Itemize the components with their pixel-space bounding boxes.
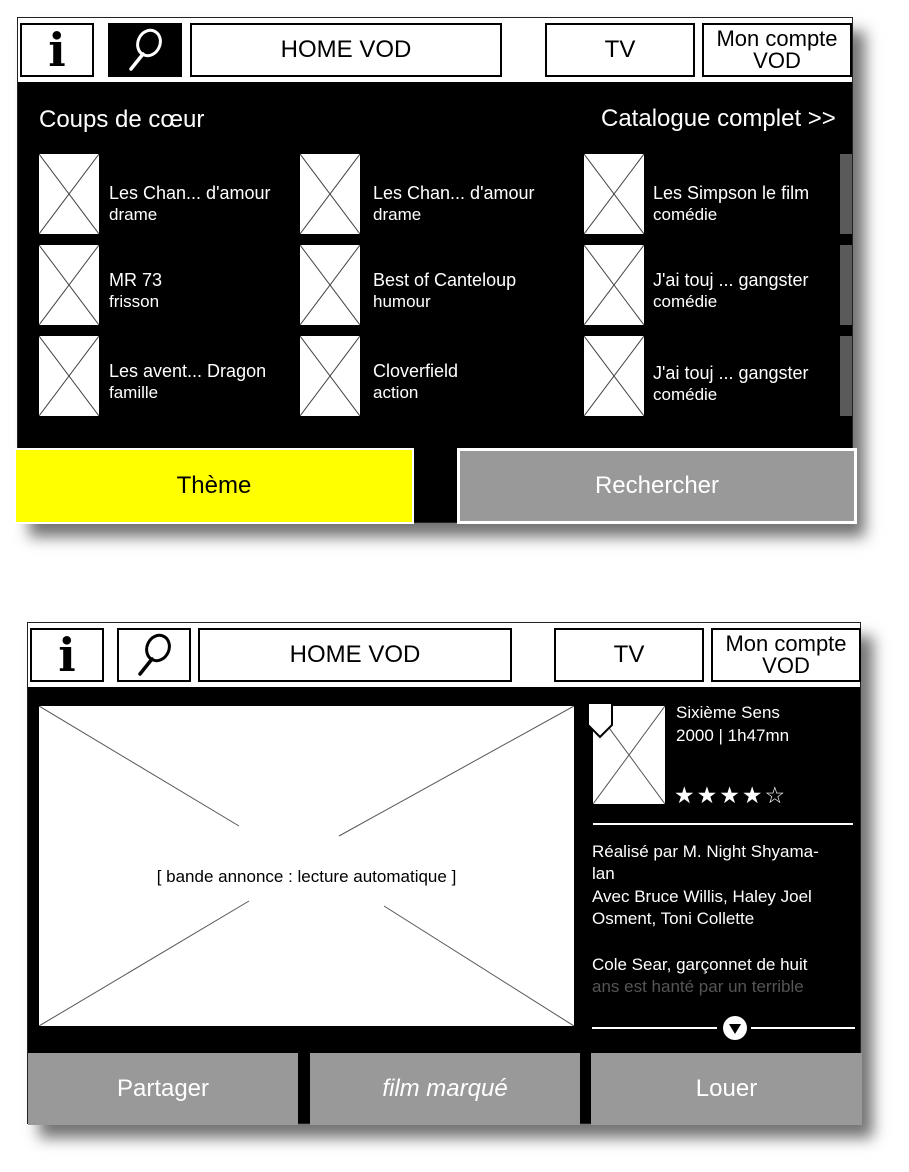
director-line: lan — [592, 864, 615, 883]
movie-title[interactable]: Les Chan... d'amour — [373, 183, 535, 203]
account-line-2: VOD — [762, 653, 810, 678]
full-catalogue-link[interactable]: Catalogue complet >> — [601, 105, 836, 132]
magnifier-icon — [125, 28, 165, 72]
bookmark-icon[interactable] — [586, 701, 614, 739]
top-nav-bar — [18, 18, 852, 82]
movie-genre: drame — [109, 205, 158, 224]
next-column-peek — [840, 154, 852, 234]
movie-poster[interactable] — [39, 154, 99, 234]
trailer-caption: [ bande annonce : lecture automatique ] — [156, 867, 457, 886]
movie-title[interactable]: Les avent... Dragon — [109, 361, 267, 381]
info-icon: i — [48, 23, 66, 77]
home-vod-tab[interactable]: HOME VOD — [198, 628, 512, 682]
movie-genre: comédie — [653, 205, 718, 224]
movie-title[interactable]: Cloverfield — [373, 361, 459, 381]
movie-year-duration: 2000 | 1h47mn — [676, 726, 790, 745]
share-button[interactable]: Partager — [28, 1053, 298, 1125]
movie-poster[interactable] — [300, 154, 360, 234]
movie-genre: frisson — [109, 292, 160, 311]
chevron-down-circle-icon[interactable] — [722, 1015, 748, 1041]
cast-line: Osment, Toni Collette — [592, 909, 755, 928]
movie-genre: humour — [373, 292, 431, 311]
my-account-button[interactable] — [711, 628, 861, 682]
top-nav-bar — [28, 623, 860, 687]
synopsis-line: ans est hanté par un terrible — [592, 977, 804, 996]
movie-genre: drame — [373, 205, 422, 224]
movie-detail-screen — [27, 622, 861, 1124]
movie-genre: comédie — [653, 385, 718, 404]
movie-title[interactable]: Best of Canteloup — [373, 270, 517, 290]
section-title: Coups de cœur — [39, 106, 205, 133]
movie-title[interactable]: MR 73 — [109, 270, 163, 290]
movie-genre: action — [373, 383, 419, 402]
scroll-track-right — [751, 1027, 855, 1029]
search-button[interactable] — [108, 23, 182, 77]
movie-title[interactable]: J'ai touj ... gangster — [653, 270, 809, 290]
info-button[interactable] — [20, 23, 94, 77]
movie-poster[interactable] — [584, 154, 644, 234]
account-line-1: Mon compte — [716, 26, 838, 51]
next-column-peek — [840, 336, 852, 416]
search-button[interactable] — [117, 628, 191, 682]
tv-tab[interactable]: TV — [545, 23, 695, 77]
movie-poster[interactable] — [584, 245, 644, 325]
movie-title[interactable]: Les Chan... d'amour — [109, 183, 271, 203]
movie-poster[interactable] — [39, 245, 99, 325]
cast-line: Avec Bruce Willis, Haley Joel — [592, 887, 812, 906]
home-vod-tab[interactable]: HOME VOD — [190, 23, 502, 77]
info-icon: i — [58, 628, 76, 682]
my-account-button[interactable] — [702, 23, 852, 77]
trailer-player[interactable] — [39, 706, 574, 1026]
search-action-button[interactable]: Rechercher — [457, 448, 857, 524]
movie-poster[interactable] — [39, 336, 99, 416]
movie-genre: famille — [109, 383, 159, 402]
account-line-1: Mon compte — [725, 631, 847, 656]
account-line-2: VOD — [753, 48, 801, 73]
movie-poster[interactable] — [300, 336, 360, 416]
movie-title[interactable]: J'ai touj ... gangster — [653, 363, 809, 383]
tv-tab[interactable]: TV — [554, 628, 704, 682]
vod-home-screen — [17, 17, 853, 523]
divider — [593, 823, 853, 825]
rent-button[interactable]: Louer — [591, 1053, 862, 1125]
synopsis-line: Cole Sear, garçonnet de huit — [592, 955, 808, 974]
marked-movie-button[interactable]: film marqué — [310, 1053, 580, 1125]
movie-genre: comédie — [653, 292, 718, 311]
next-column-peek — [840, 245, 852, 325]
movie-poster[interactable] — [300, 245, 360, 325]
movie-title: Sixième Sens — [676, 703, 780, 722]
scroll-track-left — [592, 1027, 717, 1029]
movie-poster[interactable] — [584, 336, 644, 416]
movie-title[interactable]: Les Simpson le film — [653, 183, 810, 203]
magnifier-icon — [134, 633, 174, 677]
info-button[interactable] — [30, 628, 104, 682]
theme-button[interactable]: Thème — [14, 448, 414, 524]
rating-stars: ★★★★☆ — [674, 782, 788, 808]
director-line: Réalisé par M. Night Shyama- — [592, 842, 819, 861]
